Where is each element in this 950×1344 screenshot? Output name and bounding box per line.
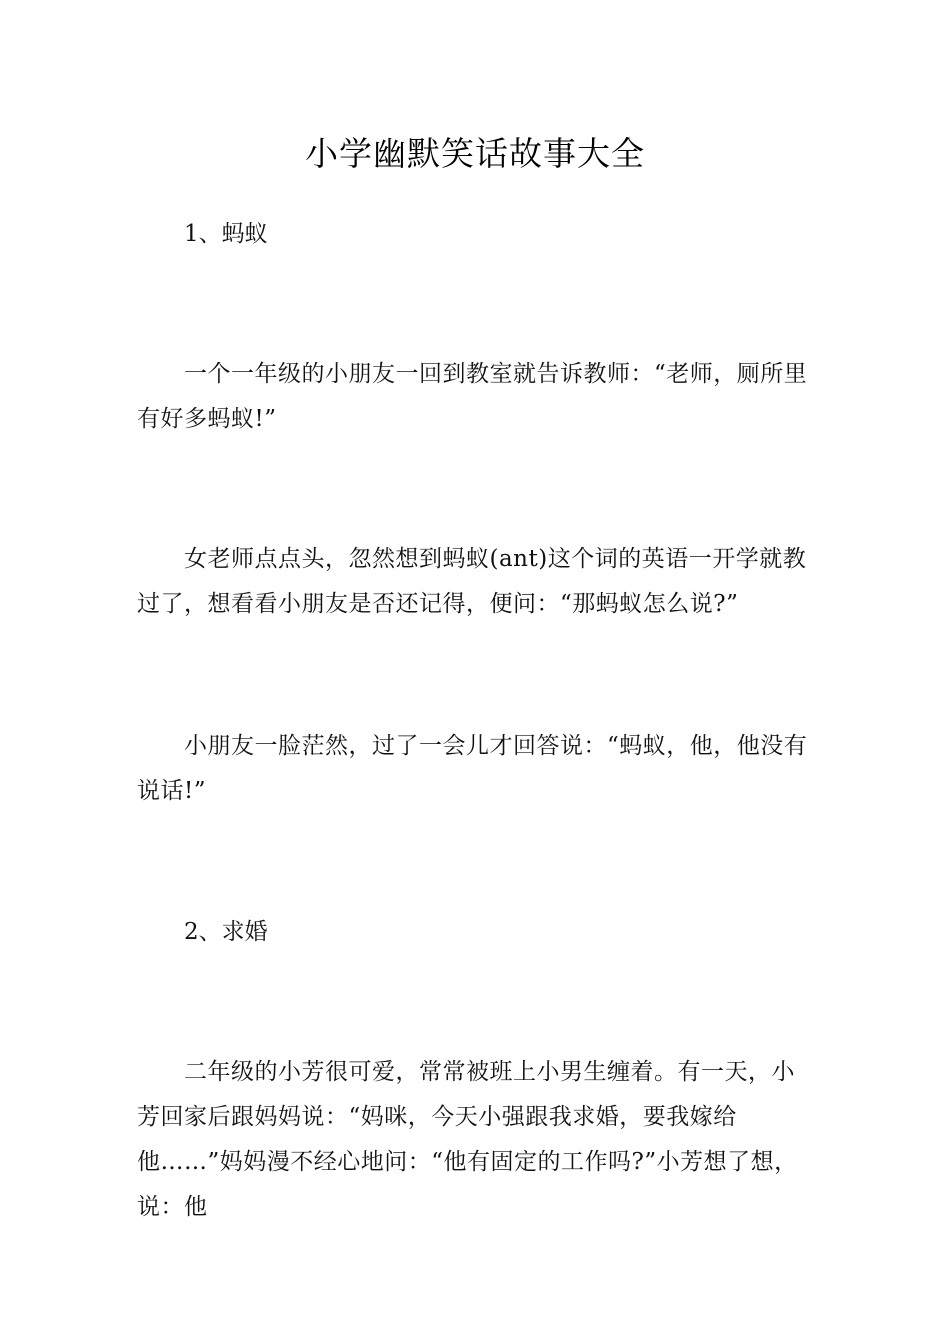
paragraph: 二年级的小芳很可爱，常常被班上小男生缠着。有一天，小芳回家后跟妈妈说：“妈咪，今天小强跟我求婚，要我嫁给他……”妈妈漫不经心地问：“他有固定的工作吗?”小芳想了想，说：他 [137,1059,798,1220]
paragraph: 小朋友一脸茫然，过了一会儿才回答说：“蚂蚁，他，他没有说话!” [137,733,808,804]
document-title: 小学幽默笑话故事大全 [305,134,645,173]
section-heading-proposal: 2、求婚 [184,919,268,945]
section-heading-ants: 1、蚂蚁 [184,221,268,247]
paragraph: 一个一年级的小朋友一回到教室就告诉教师：“老师，厕所里有好多蚂蚁!” [137,361,808,432]
paragraph: 女老师点点头，忽然想到蚂蚁(ant)这个词的英语一开学就教过了，想看看小朋友是否还记得，便问：“那蚂蚁怎么说?” [137,546,807,617]
